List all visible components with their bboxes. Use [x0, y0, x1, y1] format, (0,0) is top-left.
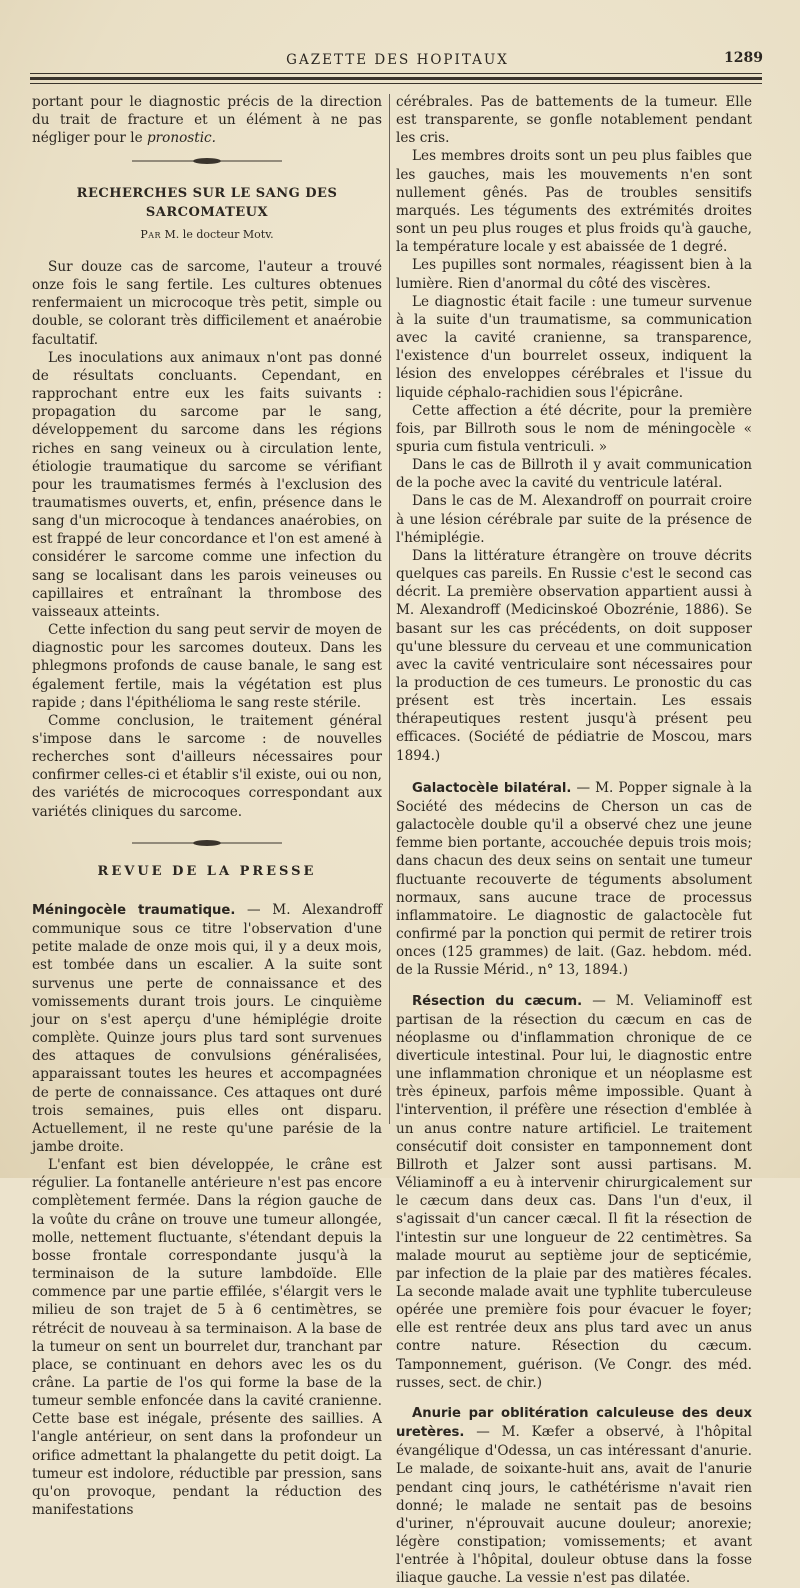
meningocele-cont: cérébrales. Pas de battements de la tumeur. Elle est transparente, se gonfle notablement pendant les cris. — [396, 94, 752, 147]
resection-text: — M. Veliaminoff est partisan de la résection du cæcum en cas de néoplasme ou d'inflammation chronique de ce diverticule intestinal. Pour lui, le diagnostic entre une inflammation chronique et un néoplasme est très épineux, parfois même impossible. Quant à l'intervention, il préfère une résection d'emblée à un anus contre nature artificiel. Le traitement consécutif doit consister en tamponnement dont Billroth et Jalzer sont aussi partisans. M. Véliaminoff a eu à intervenir chirurgicalement sur le cæcum dans deux cas. Dans l'un d'eux, il s'agissait d'un cancer cæcal. Il fit la résection de l'intestin sur une longueur de 22 centimètres. Sa malade mourut au septième jour de septicémie, par infection de la plaie par des matières fécales. La seconde malade avait une typhlite tuberculeuse opérée une première fois pour évacuer le foyer; elle est rentrée deux ans plus tard avec un anus contre nature. Résection du cæcum. Tamponnement, guérison. (Ve Congr. des méd. russes, sect. de chir.) — [396, 992, 752, 1391]
column-separator — [389, 94, 390, 1124]
meningocele-cont: Dans la littérature étrangère on trouve décrits quelques cas pareils. En Russie c'est le second cas décrit. La première observation appartient aussi à M. Alexandroff (Medicinskoé Obozrénie, 1886). Se basant sur les cas précédents, on doit supposer qu'une blessure du cerveau et une communication avec la cavité ventriculaire sont nécessaires pour la production de ces tumeurs. Le pronostic du cas présent est très incertain. Les essais thérapeutiques restent jusqu'à présent peu efficaces. (Société de pédiatrie de Moscou, mars 1894.) — [396, 547, 752, 764]
byline-prefix: Par — [140, 227, 162, 241]
meningocele-paragraph-2: L'enfant est bien développée, le crâne est régulier. La fontanelle antérieure n'est pas encore complètement fermée. Dans la région gauche de la voûte du crâne on trouve une tumeur allongée, molle, nettement fluctuante, s'étendant depuis la bosse frontale correspondante jusqu'à la terminaison de la suture lambdoïde. Elle commence par une partie effilée, s'élargit vers le milieu de son trajet de 5 à 6 centimètres, se rétrécit de nouveau à sa terminaison. A la base de la tumeur on sent un bourrelet dur, tranchant par place, se continuant en dehors avec les os du crâne. La partie de l'os qui forme la base de la tumeur semble enfoncée dans la cavité cranienne. Cette base est inégale, présente des saillies. A l'angle antérieur, on sent dans la profondeur un orifice admettant la phalangette du petit doigt. La tumeur est indolore, réductible par pression, sans qu'on provoque, pendant la réduction des manifestations — [32, 1157, 382, 1519]
article-byline — [32, 226, 382, 244]
meningocele-cont: Dans le cas de M. Alexandroff on pourrait croire à une lésion cérébrale par suite de la présence de l'hémiplégie. — [396, 493, 752, 546]
galactocele-text: — M. Popper signale à la Société des médecins de Cherson un cas de galactocèle double qu'il a observé chez une jeune femme bien portante, accouchée depuis trois mois; dans chacun des deux seins on sentait une tumeur fluctuante recouverte de téguments absolument normaux, sans aucune trace de processus inflammatoire. Le diagnostic de galactocèle fut confirmé par la ponction qui permit de retirer trois onces (125 grammes) de lait. (Gaz. hebdom. méd. de la Russie Mérid., n° 13, 1894.) — [396, 779, 753, 979]
resection-paragraph — [396, 992, 752, 1392]
article-title: RECHERCHES SUR LE SANG DES SARCOMATEUX — [76, 186, 338, 220]
header-rule-bottom — [30, 83, 762, 84]
meningocele-cont: Les membres droits sont un peu plus faibles que les gauches, mais les mouvements n'en sont nullement gênés. Pas de troubles sensitifs marqués. Les téguments des extrémités droites sont un peu plus rouges et plus froids qu'à gauche, la température locale y est abaissée de 1 degré. — [396, 148, 752, 256]
left-column — [32, 93, 382, 1519]
article-paragraph: Comme conclusion, le traitement général s'impose dans le sarcome : de nouvelles recherches sont d'ailleurs nécessaires pour confirmer celles-ci et établir s'il existe, oui ou non, des variétés de microcoques correspondant aux variétés cliniques du sarcome. — [32, 712, 382, 820]
page-header — [30, 50, 765, 72]
article-paragraph: Sur douze cas de sarcome, l'auteur a trouvé onze fois le sang fertile. Les cultures obtenues renfermaient un microcoque très petit, simple ou double, se colorant très difficilement et anaérobie facultatif. — [32, 258, 382, 348]
galactocele-paragraph — [396, 779, 752, 980]
anurie-text: — M. Kæfer a observé, à l'hôpital évangélique d'Odessa, un cas intéressant d'anurie. Le malade, de soixante-huit ans, avait de l'anurie pendant cinq jours, le cathétérisme n'avait rien donné; le malade ne sentait pas de besoins d'uriner, n'éprouvait aucune douleur; anorexie; légère constipation; vomissements; et avant l'entrée à l'hôpital, douleur obtuse dans la fosse iliaque gauche. La vessie n'est pas dilatée. — [396, 1424, 752, 1587]
anurie-lead: Anurie par oblitération calculeuse des deux uretères. — [396, 1405, 752, 1441]
revue-title: REVUE DE LA PRESSE — [97, 863, 317, 879]
section-divider — [132, 839, 282, 847]
galactocele-lead: Galactocèle bilatéral. — [412, 780, 572, 796]
meningocele-text: — M. Alexandroff communique sous ce titre l'observation d'une petite malade de onze mois qui, il y a deux mois, est tombée dans un escalier. A la suite sont survenus une perte de connaissance et des vomissements durant trois jours. Le cinquième jour on s'est aperçu d'une hémiplégie droite complète. Quinze jours plus tard sont survenues des attaques de convulsions généralisées, apparaissant toutes les heures et accompagnées de perte de connaissance. Ces attaques ont duré trois semaines, puis elles ont disparu. Actuellement, il ne reste qu'une parésie de la jambe droite. — [32, 901, 382, 1155]
article-paragraph: Les inoculations aux animaux n'ont pas donné de résultats concluants. Cependant, en rapprochant entre eux les faits suivants : propagation du sarcome par le sang, développement du sarcome dans les régions riches en sang veineux ou à circulation lente, étiologie traumatique du sarcome se vérifiant pour les traumatismes fermés à l'exclusion des traumatismes ouverts, et, enfin, présence dans le sang d'un microcoque à tendances anaérobies, on est frappé de leur concordance et l'on est amené à considérer le sarcome comme une infection du sang se localisant dans les parois veineuses ou capillaires et entraînant la thrombose des vaisseaux atteints. — [32, 349, 382, 620]
article-paragraph: Cette infection du sang peut servir de moyen de diagnostic pour les sarcomes douteux. Dans les phlegmons profonds de cause banale, le sang est également fertile, mais la végétation est plus rapide ; dans l'épithélioma le sang reste stérile. — [32, 622, 382, 711]
intro-italic: pronostic. — [146, 130, 216, 147]
header-rule-thin — [30, 73, 762, 74]
meningocele-cont: Dans le cas de Billroth il y avait communication de la poche avec la cavité du ventricule latéral. — [396, 457, 752, 492]
resection-lead: Résection du cæcum. — [412, 993, 583, 1009]
journal-title: GAZETTE DES HOPITAUX — [286, 52, 509, 68]
page-number: 1289 — [724, 50, 763, 66]
byline-author: M. le docteur Motv. — [164, 227, 274, 241]
header-rule-thick — [30, 77, 762, 80]
meningocele-cont: Cette affection a été décrite, pour la première fois, par Billroth sous le nom de méningocèle « spuria cum fistula ventriculi. » — [396, 402, 752, 455]
meningocele-paragraph — [32, 901, 382, 1156]
meningocele-cont: Le diagnostic était facile : une tumeur survenue à la suite d'un traumatisme, sa communication avec la cavité cranienne, sa transparence, l'existence d'un bourrelet osseux, indiquent la lésion des enveloppes cérébrales et l'issue du liquide céphalo-rachidien sous l'épicrâne. — [396, 293, 752, 401]
meningocele-lead: Méningocèle traumatique. — [32, 902, 236, 918]
section-divider — [132, 157, 282, 165]
intro-paragraph: portant pour le diagnostic précis de la direction du trait de fracture et un élément à ne pas négliger pour le pronostic. — [32, 94, 382, 147]
meningocele-cont: Les pupilles sont normales, réagissent bien à la lumière. Rien d'anormal du côté des viscères. — [396, 257, 752, 292]
right-column — [396, 93, 752, 1588]
anurie-paragraph — [396, 1404, 752, 1588]
